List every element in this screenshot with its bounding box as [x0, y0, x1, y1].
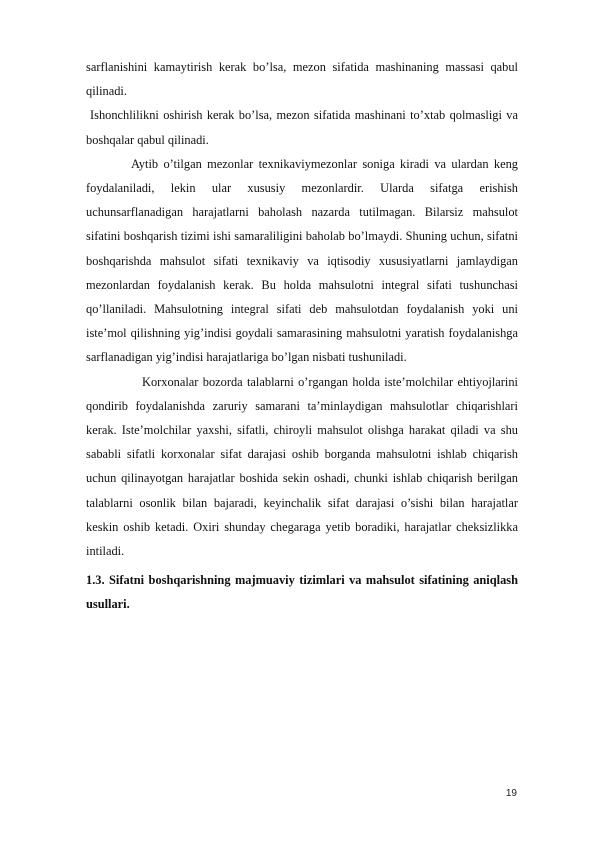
page-body [86, 55, 518, 617]
paragraph-3: Aytib o’tilgan mezonlar texnikaviymezonlar soniga kiradi va ulardan keng foydalaniladi, lekin ular xususiy mezonlardir. Ularda sifatga erishish uchunsarflanadigan harajatlarni baholash nazarda tutilmagan. Bilarsiz mahsulot sifatini boshqarish tizimi ishi samaraliligini baholab bo’lmaydi. Shuning uchun, sifatni boshqarishda mahsulot sifati texnikaviy va iqtisodiy xususiyatlarni jamlaydigan mezonlardan foydalanish kerak. Bu holda mahsulotni integral sifati tushunchasi qo’llaniladi. Mahsulotning integral sifati deb mahsulotdan foydalanish yoki uni iste’mol qilishning yig’indisi goydali samarasining mahsulotni yaratish foydalanishga sarflanadigan yig’indisi harajatlariga bo’lgan nisbati tushuniladi. [86, 156, 518, 365]
page-number: 19 [505, 788, 517, 799]
section-heading: 1.3. Sifatni boshqarishning majmuaviy tizimlari va mahsulot sifatining aniqlash usullari. [86, 573, 518, 612]
paragraph-2: Ishonchlilikni oshirish kerak bo’lsa, mezon sifatida mashinani to’xtab qolmasligi va boshqalar qabul qilinadi. [86, 108, 518, 147]
paragraph-1: sarflanishini kamaytirish kerak bo’lsa, mezon sifatida mashinaning massasi qabul qilinadi. [86, 60, 518, 99]
paragraph-4: Korxonalar bozorda talablarni o’rgangan holda iste’molchilar ehtiyojlarini qondirib foydalanishda zaruriy samarani ta’minlaydigan mahsulotlar chiqarishlari kerak. Iste’molchilar yaxshi, sifatli, chiroyli mahsulot olishga harakat qiladi va shu sababli sifatli korxonalar sifat darajasi oshib borganda mahsulotni ishlab chiqarish uchun qilinayotgan harajatlar boshida sekin oshadi, chunki ishlab chiqarish berilgan talablarni osonlik bilan bajaradi, keyinchalik sifat darajasi o’sishi bilan harajatlar keskin oshib ketadi. Oxiri shunday chegaraga yetib boradiki, harajatlar cheksizlikka intiladi. [86, 374, 518, 559]
